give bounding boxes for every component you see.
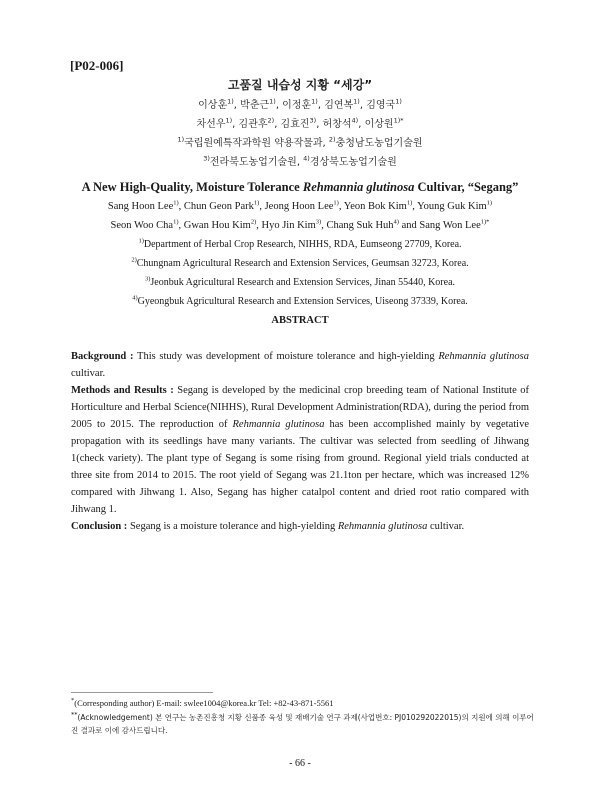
list-entry: 충청남도농업기술원 <box>335 138 423 149</box>
footnote-acknowledgement: **(Acknowledgement) 본 연구는 농촌진흥청 지황 신품종 육성 및 재배기술 연구 과제(사업번호: PJ010292022015)의 지원에 의해 이루어진 결과로 이에 감사드립니다. <box>71 710 534 735</box>
affiliation-2: $^{2)}$Chungnam Agricultural Research and Extension Services, Geumsan 32723, Korea. <box>131 256 469 269</box>
english-title-species: Rehmannia glutinosa <box>302 180 415 194</box>
methods-paragraph: Methods and Results : Segang is developed by the medicinal crop breeding team of National Institute of Horticulture and Herbal Science(NIHHS), Rural Development Administration(RDA), during the period from 2005 to 2015. The reproduction of Rehmannia glutinosa has been accomplished mainly by vegetative propagation with its seedlings have many variants. The cultivar was selected from seedling of Jihwang 1(check variety). The plant type of Segang is some rising from ground. Regional yield trials conducted at three site from 2014 to 2015. The root yield of Segang was 21.1ton per hectare, which was increased 12% compared with Jihwang 1. Also, Segang has higher catalpol content and dried root ratio compared with Jihwang 1. <box>71 385 530 515</box>
list-entry: Chun Geon Park <box>183 201 254 212</box>
affiliation-1: $^{1)}$Department of Herbal Crop Research, NIHHS, RDA, Eumseong 27709, Korea. <box>138 237 462 250</box>
methods-label: Methods and Results : <box>71 385 174 396</box>
abstract-heading: ABSTRACT <box>271 315 329 326</box>
list-entry: 전라북도농업기술원 <box>209 157 297 168</box>
affiliation-3: $^{3)}$Jeonbuk Agricultural Research and Extension Services, Jinan 55440, Korea. <box>144 275 456 288</box>
english-title-pre: A New High-Quality, Moisture Tolerance <box>81 180 303 194</box>
footnote-rule <box>71 692 213 693</box>
list-entry: 이상원 <box>364 119 394 130</box>
english-title <box>40 180 560 195</box>
background-paragraph: Background : This study was development of moisture tolerance and high-yielding Rehmannia glutinosa cultivar. <box>71 351 529 379</box>
list-entry: 경상북도농업기술원 <box>309 157 397 168</box>
korean-authors-line1: 이상훈$^{1)}$, 박춘근$^{1)}$, 이정훈$^{1)}$, 김연복$^{1)}$, 김영국$^{1)}$ <box>198 97 402 111</box>
list-entry: 허창석 <box>322 119 352 130</box>
list-entry: 김효진 <box>280 119 310 130</box>
english-title-post: Cultivar, “Segang” <box>414 180 519 194</box>
list-entry: Jeong Hoon Lee <box>264 201 334 212</box>
conclusion-label: Conclusion : <box>71 521 128 532</box>
list-entry: 차선우 <box>196 119 226 130</box>
korean-title: 고품질 내습성 지황 “세강” <box>227 78 373 92</box>
korean-authors-line2: 차선우$^{1)}$, 김관후$^{2)}$, 김효진$^{3)}$, 허창석$^{4)}$, 이상원$^{1)*}$ <box>196 116 404 130</box>
affiliation-4: $^{4)}$Gyeongbuk Agricultural Research and Extension Services, Uiseong 37339, Korea. <box>132 294 468 307</box>
list-entry: 이정훈 <box>282 100 312 111</box>
english-authors-line2: Seon Woo Cha$^{1)}$, Gwan Hou Kim$^{2)}$, Hyo Jin Kim$^{3)}$, Chang Suk Huh$^{4)}$ and Sang Won Lee$^{1)*}$ <box>110 218 490 231</box>
list-entry: 김연복 <box>324 100 354 111</box>
background-label: Background : <box>71 351 134 362</box>
list-entry: Young Guk Kim <box>417 201 487 212</box>
list-entry: Sang Hoon Lee <box>107 201 174 212</box>
conclusion-paragraph: Conclusion : Segang is a moisture tolerance and high-yielding Rehmannia glutinosa cultivar. <box>71 521 465 532</box>
list-entry: 김영국 <box>366 100 396 111</box>
english-authors-line1: Sang Hoon Lee$^{1)}$, Chun Geon Park$^{1)}$, Jeong Hoon Lee$^{1)}$, Yeon Bok Kim$^{1)}$, Young Guk Kim$^{1)}$ <box>107 199 493 212</box>
korean-affiliations-line1: $^{1)}$국립원예특작과학원 약용작물과, $^{2)}$충청남도농업기술원 <box>177 135 423 149</box>
list-entry: 박춘근 <box>240 100 270 111</box>
paper-code: [P02-006] <box>70 58 124 73</box>
page-number: - 66 - <box>289 758 311 769</box>
footnote-corresponding: *(Corresponding author) E-mail: swlee1004@korea.kr Tel: +82-43-871-5561 <box>71 697 334 708</box>
korean-affiliations-line2: $^{3)}$전라북도농업기술원, $^{4)}$경상북도농업기술원 <box>203 154 397 168</box>
list-entry: Yeon Bok Kim <box>343 201 407 212</box>
abstract-body <box>71 348 529 535</box>
list-entry: 김관후 <box>238 119 268 130</box>
list-entry: 이상훈 <box>198 100 228 111</box>
list-entry: 국립원예특작과학원 약용작물과 <box>184 138 323 149</box>
